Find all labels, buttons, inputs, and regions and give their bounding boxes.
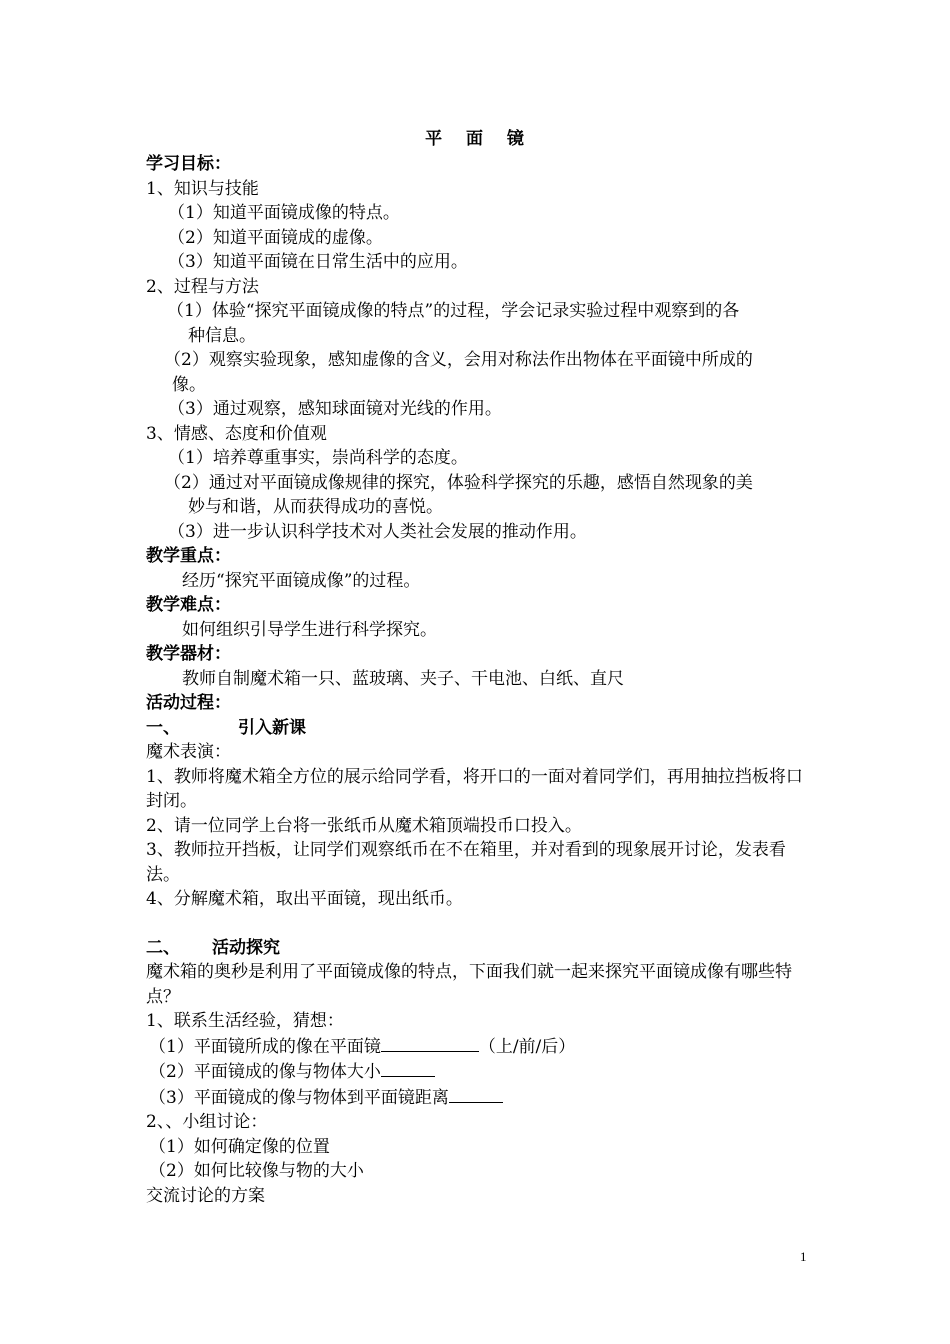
section-1-step: 4、分解魔术箱，取出平面镜，现出纸币。 [146,889,463,909]
section-2-intro: 魔术箱的奥秒是利用了平面镜成像的特点，下面我们就一起来探究平面镜成像有哪些特点？ [146,962,792,1007]
page-title: 平 面 镜 [425,129,533,149]
guess-heading: 1、联系生活经验，猜想： [146,1011,344,1031]
section-2-title: 活动探究 [212,937,280,958]
attitude-item-3: （3）进一步认识科学技术对人类社会发展的推动作用。 [168,521,587,542]
document-page [146,128,810,1208]
process-heading: 2、过程与方法 [146,276,259,297]
process-item-2-cont: 像。 [172,374,206,395]
section-1-step: 2、请一位同学上台将一张纸币从魔术箱顶端投币口投入。 [146,815,582,836]
section-1-heading [146,716,810,741]
equipment-heading: 教学器材： [146,644,231,664]
guess-item-1-options: （上/前/后） [478,1036,576,1057]
guess-item-3 [146,1085,810,1111]
section-1-step: 3、教师拉开挡板，让同学们观察纸币在不在箱里，并对看到的现象展开讨论，发表看法。 [146,840,786,885]
discuss-item-1: （1）如何确定像的位置 [149,1136,330,1157]
difficulty-heading: 教学难点： [146,595,231,615]
magic-show-label: 魔术表演： [146,742,231,762]
section-1-title: 引入新课 [238,717,306,738]
guess-item-2-text: （2）平面镜成的像与物体大小 [149,1062,381,1082]
key-point-text: 经历“探究平面镜成像”的过程。 [182,570,421,591]
attitude-item-1: （1）培养尊重事实，崇尚科学的态度。 [168,448,468,468]
guess-item-3-text: （3）平面镜成的像与物体到平面镜距离 [149,1087,449,1108]
guess-item-1 [146,1034,810,1060]
learning-goals-heading: 学习目标： [146,154,231,174]
knowledge-item: （1）知道平面镜成像的特点。 [168,203,400,223]
section-1-number: 一、 [146,717,180,738]
section-2-number: 二、 [146,937,180,958]
spacer [146,912,810,936]
page-number: 1 [800,1249,807,1264]
knowledge-heading: 1、知识与技能 [146,178,259,199]
difficulty-text: 如何组织引导学生进行科学探究。 [182,619,437,640]
attitude-item-2-cont: 妙与和谐，从而获得成功的喜悦。 [188,497,443,517]
activity-heading: 活动过程： [146,693,231,713]
equipment-text: 教师自制魔术箱一只、蓝玻璃、夹子、干电池、白纸、直尺 [182,668,624,689]
section-1-step: 1、教师将魔术箱全方位的展示给同学看，将开口的一面对着同学们，再用抽拉挡板将口封闭。 [146,766,803,811]
guess-item-1-text: （1）平面镜所成的像在平面镜 [149,1036,381,1057]
answer-blank[interactable] [449,1085,503,1103]
process-item-2: （2）观察实验现象，感知虚像的含义，会用对称法作出物体在平面镜中所成的 [164,350,753,370]
guess-item-2 [146,1059,810,1085]
knowledge-item: （2）知道平面镜成的虚像。 [168,227,383,248]
process-item-1: （1）体验“探究平面镜成像的特点”的过程，学会记录实验过程中观察到的各 [167,301,740,321]
answer-blank[interactable] [381,1059,435,1077]
answer-blank[interactable] [381,1034,479,1052]
discuss-item-2: （2）如何比较像与物的大小 [149,1161,364,1181]
key-point-heading: 教学重点： [146,546,231,566]
knowledge-item: （3）知道平面镜在日常生活中的应用。 [168,252,468,272]
attitude-item-2: （2）通过对平面镜成像规律的探究，体验科学探究的乐趣，感悟自然现象的美 [164,472,753,493]
attitude-heading: 3、情感、态度和价值观 [146,423,327,444]
process-item-3: （3）通过观察，感知球面镜对光线的作用。 [168,399,502,419]
discuss-heading: 2、、小组讨论： [146,1112,268,1132]
process-item-1-cont: 种信息。 [188,325,256,346]
exchange-text: 交流讨论的方案 [146,1185,265,1206]
section-2-heading [146,936,810,961]
